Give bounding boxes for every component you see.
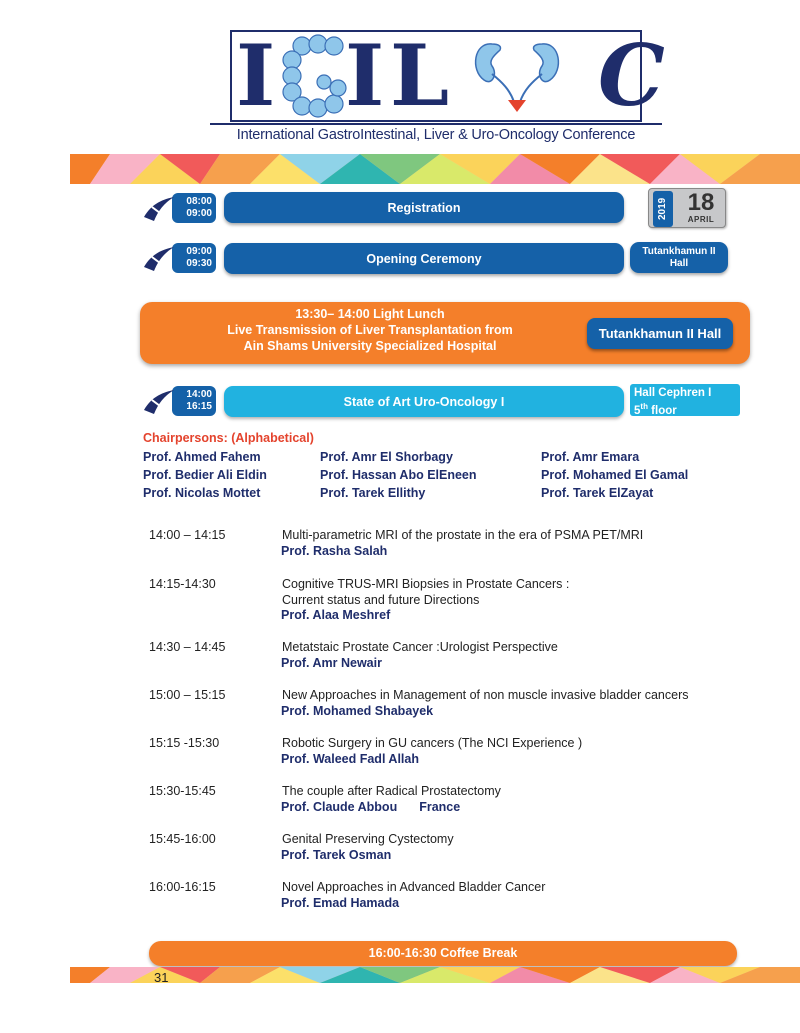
floor-number: 5: [634, 404, 641, 417]
end-time: 16:15: [186, 401, 212, 412]
program-time: 14:30 – 14:45: [149, 640, 226, 654]
program-title-line1: Cognitive TRUS-MRI Biopsies in Prostate Cancers :: [282, 577, 570, 591]
floor-word: floor: [647, 404, 677, 417]
hall-cephren-name: Hall Cephren I: [634, 387, 712, 399]
clock-icon: [142, 193, 176, 223]
time-badge: [142, 243, 216, 273]
chairpersons-col3: [541, 448, 688, 502]
chairpersons-col1: [143, 448, 267, 502]
program-time: 16:00-16:15: [149, 880, 216, 894]
program-time: 15:30-15:45: [149, 784, 216, 798]
lunch-line2: Live Transmission of Liver Transplantation from: [227, 323, 513, 337]
hall-line2: Hall: [669, 257, 689, 269]
program-title: Metatstaic Prostate Cancer :Urologist Perspective: [282, 640, 558, 654]
program-speaker: Prof. Amr Newair: [281, 656, 382, 670]
date-month: APRIL: [687, 215, 715, 224]
chairperson: Prof. Nicolas Mottet: [143, 486, 261, 500]
end-time: 09:00: [186, 208, 212, 219]
chairperson: Prof. Mohamed El Gamal: [541, 468, 689, 482]
hall-cephren-floor: [634, 400, 740, 418]
chairperson: Prof. Tarek Ellithy: [320, 486, 426, 500]
program-time: 15:15 -15:30: [149, 736, 220, 750]
program-speaker: Prof. Rasha Salah: [281, 544, 388, 558]
speaker-country: France: [419, 800, 461, 814]
clock-icon: [142, 386, 176, 416]
session-registration: Registration: [224, 192, 624, 223]
program-time: 15:45-16:00: [149, 832, 216, 846]
clock-icon: [142, 243, 176, 273]
decorative-band-bottom: [70, 967, 800, 983]
hall-badge: [630, 242, 728, 273]
program-time: 14:15-14:30: [149, 577, 216, 591]
lunch-hall-badge: Tutankhamun II Hall: [587, 318, 733, 349]
hall-line1: Tutankhamun II: [642, 245, 716, 257]
program-speaker: Prof. Tarek Osman: [281, 848, 392, 862]
session-opening-ceremony: Opening Ceremony: [224, 243, 624, 274]
program-time: 14:00 – 14:15: [149, 528, 226, 542]
time-range: [186, 246, 212, 270]
date-badge: [648, 188, 726, 228]
lunch-banner: [140, 302, 750, 364]
program-speaker: Prof. Emad Hamada: [281, 896, 400, 910]
chairperson: Prof. Ahmed Fahem: [143, 450, 261, 464]
program-title: Genital Preserving Cystectomy: [282, 832, 454, 846]
program-title: The couple after Radical Prostatectomy: [282, 784, 501, 798]
lunch-text: [140, 306, 600, 354]
program-speaker: Prof. Alaa Meshref: [281, 608, 391, 622]
time-range: [186, 196, 212, 220]
logo-letter-c: C: [598, 26, 663, 125]
program-speaker: Prof. Waleed Fadl Allah: [281, 752, 419, 766]
logo-letter-i2: I: [345, 26, 383, 125]
kidneys-icon: [476, 44, 559, 112]
chairperson: Prof. Bedier Ali Eldin: [143, 468, 267, 482]
start-time: 08:00: [186, 196, 212, 207]
program-title: [282, 577, 569, 608]
chairpersons-title: Chairpersons: (Alphabetical): [143, 431, 314, 445]
lunch-line3: Ain Shams University Specialized Hospital: [243, 339, 497, 353]
program-title-line2: Current status and future Directions: [282, 592, 480, 607]
time-badge: [142, 193, 216, 223]
start-time: 09:00: [186, 246, 212, 257]
chairpersons-col2: [320, 448, 477, 502]
chairperson: Prof. Hassan Abo ElEneen: [320, 468, 477, 482]
program-title: Novel Approaches in Advanced Bladder Cancer: [282, 880, 546, 894]
logo-letter-l: L: [390, 26, 448, 125]
floor-suffix: th: [640, 402, 648, 411]
decorative-band-top: [70, 154, 800, 184]
speaker-name: Prof. Claude Abbou: [281, 800, 398, 814]
program-speaker: Prof. Mohamed Shabayek: [281, 704, 434, 718]
logo-letter-i: I: [236, 26, 274, 125]
program-title: New Approaches in Management of non muscle invasive bladder cancers: [282, 688, 689, 702]
chairperson: Prof. Amr El Shorbagy: [320, 450, 453, 464]
conference-logo: [210, 26, 663, 148]
time-range: [186, 389, 212, 413]
coffee-break-banner: 16:00-16:30 Coffee Break: [149, 941, 737, 966]
intestine-g-icon: [283, 35, 346, 117]
end-time: 09:30: [186, 258, 212, 269]
program-title: Multi-parametric MRI of the prostate in the era of PSMA PET/MRI: [282, 528, 644, 542]
lunch-line1: 13:30– 14:00 Light Lunch: [295, 307, 445, 321]
session-state-of-art: State of Art Uro-Oncology I: [224, 386, 624, 417]
page-number: 31: [154, 970, 169, 985]
chairperson: Prof. Tarek ElZayat: [541, 486, 654, 500]
conference-subtitle: International GastroIntestinal, Liver & Uro-Oncology Conference: [210, 123, 662, 145]
hall-cephren-badge: [630, 384, 740, 416]
program-speaker: [281, 800, 460, 814]
program-title: Robotic Surgery in GU cancers (The NCI Experience ): [282, 736, 583, 750]
date-day: 18: [687, 189, 715, 216]
start-time: 14:00: [186, 389, 212, 400]
date-year: 2019: [653, 191, 673, 227]
time-badge: [142, 386, 216, 416]
chairperson: Prof. Amr Emara: [541, 450, 640, 464]
program-time: 15:00 – 15:15: [149, 688, 226, 702]
